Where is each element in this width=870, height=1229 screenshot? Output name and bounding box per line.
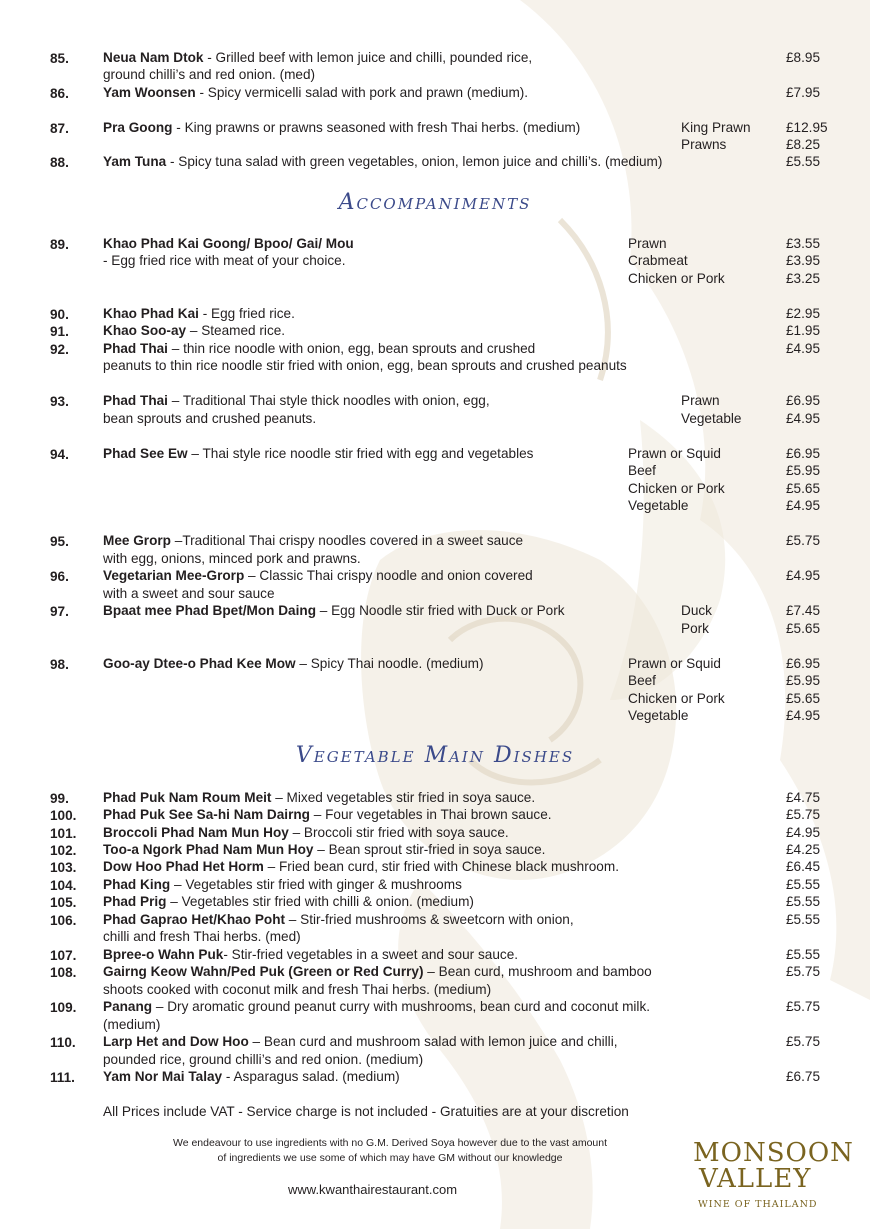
- item-name: Phad Prig: [103, 894, 167, 909]
- item-description-cont: chilli and fresh Thai herbs. (med): [103, 929, 301, 944]
- item-price: £6.45: [786, 859, 821, 874]
- item-description: - Egg fried rice with meat of your choice.: [103, 253, 346, 268]
- menu-item-105: [103, 893, 474, 910]
- menu-item-95: [103, 532, 523, 549]
- item-number: 93.: [50, 394, 69, 409]
- item-description: –Traditional Thai crispy noodles covered in a sweet sauce: [170, 533, 524, 548]
- item-number: 109.: [50, 1000, 77, 1015]
- item-number: 107.: [50, 948, 77, 963]
- menu-item-96: [103, 567, 533, 584]
- item-price: £12.95: [786, 120, 828, 135]
- item-description-cont: (medium): [103, 1017, 161, 1032]
- item-price: £7.45: [786, 603, 821, 618]
- item-number: 100.: [50, 808, 77, 823]
- item-price: £5.75: [786, 1034, 821, 1049]
- item-name: Gairng Keow Wahn/Ped Puk (Green or Red Curry): [103, 964, 424, 979]
- item-description-cont: with a sweet and sour sauce: [103, 586, 275, 601]
- item-description: – Steamed rice.: [186, 323, 286, 338]
- item-description: – Classic Thai crispy noodle and onion covered: [244, 568, 533, 583]
- section-heading-vegetable: Vegetable Main Dishes: [295, 743, 575, 768]
- item-name: Phad Gaprao Het/Khao Poht: [103, 912, 286, 927]
- menu-item-111: [103, 1068, 400, 1085]
- item-price: £5.65: [786, 481, 821, 496]
- item-name: Vegetarian Mee-Grorp: [103, 568, 245, 583]
- item-price: £5.75: [786, 999, 821, 1014]
- logo-line-1: MONSOON: [693, 1138, 854, 1168]
- item-number: 99.: [50, 791, 69, 806]
- item-price: £6.95: [786, 446, 821, 461]
- item-description-cont: pounded rice, ground chilli’s and red onion. (medium): [103, 1052, 424, 1067]
- item-price: £5.75: [786, 964, 821, 979]
- gm-note-line-2: of ingredients we use some of which may have GM without our knowledge: [217, 1152, 563, 1164]
- item-price: £3.25: [786, 271, 821, 286]
- item-name: Phad Thai: [103, 393, 168, 408]
- item-price: £4.75: [786, 790, 821, 805]
- item-number: 108.: [50, 965, 77, 980]
- item-name: Phad Puk Nam Roum Meit: [103, 790, 272, 805]
- menu-item-106: [103, 911, 574, 928]
- item-description: – Bean curd, mushroom and bamboo: [423, 964, 652, 979]
- menu-item-87: [103, 119, 580, 136]
- item-description: - Grilled beef with lemon juice and chilli, pounded rice,: [203, 50, 533, 65]
- item-name: Yam Tuna: [103, 154, 167, 169]
- item-description: – Bean curd and mushroom salad with lemon juice and chilli,: [248, 1034, 618, 1049]
- item-number: 87.: [50, 121, 69, 136]
- item-option: Vegetable: [681, 411, 742, 426]
- item-option: Chicken or Pork: [628, 481, 725, 496]
- item-number: 105.: [50, 895, 77, 910]
- item-price: £5.75: [786, 533, 821, 548]
- item-name: Panang: [103, 999, 153, 1014]
- item-price: £5.65: [786, 691, 821, 706]
- item-description: - Egg fried rice.: [198, 306, 295, 321]
- item-number: 98.: [50, 657, 69, 672]
- item-price: £6.95: [786, 393, 821, 408]
- item-number: 101.: [50, 826, 77, 841]
- item-option: Prawns: [681, 137, 727, 152]
- item-number: 88.: [50, 155, 69, 170]
- item-description: - Stir-fried vegetables in a sweet and sour sauce.: [223, 947, 519, 962]
- item-description-cont: shoots cooked with coconut milk and fresh Thai herbs. (medium): [103, 982, 492, 997]
- item-price: £8.95: [786, 50, 821, 65]
- item-description: – Vegetables stir fried with chilli & onion. (medium): [166, 894, 474, 909]
- item-price: £5.55: [786, 154, 821, 169]
- item-name: Phad Puk See Sa-hi Nam Dairng: [103, 807, 310, 822]
- item-option: Prawn or Squid: [628, 656, 721, 671]
- menu-item-100: [103, 806, 552, 823]
- section-heading-accompaniments: Accompaniments: [338, 190, 532, 215]
- item-description: – Mixed vegetables stir fried in soya sauce.: [271, 790, 536, 805]
- item-description: - Spicy tuna salad with green vegetables, onion, lemon juice and chilli’s. (medium): [166, 154, 663, 169]
- item-description: – Broccoli stir fried with soya sauce.: [288, 825, 509, 840]
- item-option: Vegetable: [628, 498, 689, 513]
- item-number: 110.: [50, 1035, 76, 1050]
- item-name: Yam Woonsen: [103, 85, 196, 100]
- item-description: – Dry aromatic ground peanut curry with mushrooms, bean curd and coconut milk.: [152, 999, 651, 1014]
- item-price: £4.95: [786, 498, 821, 513]
- item-number: 104.: [50, 878, 77, 893]
- item-name: Phad King: [103, 877, 171, 892]
- item-number: 85.: [50, 51, 69, 66]
- item-price: £7.95: [786, 85, 821, 100]
- item-price: £5.55: [786, 894, 821, 909]
- menu-item-101: [103, 824, 509, 841]
- menu-item-91: [103, 322, 285, 339]
- menu-item-94: [103, 445, 533, 462]
- item-number: 111.: [50, 1070, 75, 1085]
- item-price: £5.55: [786, 877, 821, 892]
- item-number: 96.: [50, 569, 69, 584]
- menu-item-104: [103, 876, 462, 893]
- item-price: £5.55: [786, 947, 821, 962]
- item-number: 103.: [50, 860, 77, 875]
- item-price: £1.95: [786, 323, 821, 338]
- menu-item-93: [103, 392, 490, 409]
- item-name: Goo-ay Dtee-o Phad Kee Mow: [103, 656, 296, 671]
- vat-note: All Prices include VAT - Service charge is not included - Gratuities are at your discretion: [103, 1104, 629, 1119]
- logo-line-2: VALLEY: [699, 1164, 812, 1194]
- item-option: Prawn: [681, 393, 720, 408]
- item-number: 95.: [50, 534, 69, 549]
- item-description: – Spicy Thai noodle. (medium): [295, 656, 484, 671]
- item-price: £4.95: [786, 825, 821, 840]
- item-price: £6.95: [786, 656, 821, 671]
- menu-item-98: [103, 655, 484, 672]
- item-name: Broccoli Phad Nam Mun Hoy: [103, 825, 289, 840]
- menu-item-107: [103, 946, 518, 963]
- menu-item-103: [103, 858, 619, 875]
- menu-item-86: [103, 84, 528, 101]
- item-description-cont: peanuts to thin rice noodle stir fried with onion, egg, bean sprouts and crushed peanuts: [103, 358, 627, 373]
- item-price: £4.95: [786, 341, 821, 356]
- item-name: Phad Thai: [103, 341, 168, 356]
- item-name: Bpree-o Wahn Puk: [103, 947, 224, 962]
- item-description-cont: ground chilli’s and red onion. (med): [103, 67, 316, 82]
- menu-item-90: [103, 305, 295, 322]
- item-description: – Vegetables stir fried with ginger & mushrooms: [170, 877, 462, 892]
- item-option: Beef: [628, 673, 656, 688]
- logo-tagline: WINE OF THAILAND: [698, 1199, 818, 1210]
- item-option: Chicken or Pork: [628, 691, 725, 706]
- monsoon-valley-logo: [693, 1140, 854, 1192]
- item-name: Too-a Ngork Phad Nam Mun Hoy: [103, 842, 314, 857]
- item-option: King Prawn: [681, 120, 751, 135]
- item-option: Prawn: [628, 236, 667, 251]
- item-option: Duck: [681, 603, 712, 618]
- gm-note-line-1: We endeavour to use ingredients with no G.M. Derived Soya however due to the vast amount: [172, 1137, 608, 1149]
- item-name: Dow Hoo Phad Het Horm: [103, 859, 264, 874]
- item-number: 89.: [50, 237, 69, 252]
- item-price: £3.95: [786, 253, 821, 268]
- item-price: £6.75: [786, 1069, 821, 1084]
- item-price: £4.25: [786, 842, 821, 857]
- item-price: £5.55: [786, 912, 821, 927]
- item-option: Chicken or Pork: [628, 271, 725, 286]
- item-description: – thin rice noodle with onion, egg, bean sprouts and crushed: [167, 341, 536, 356]
- item-option: Beef: [628, 463, 656, 478]
- item-number: 92.: [50, 342, 69, 357]
- item-name: Phad See Ew: [103, 446, 188, 461]
- item-price: £5.95: [786, 463, 821, 478]
- menu-item-109: [103, 998, 650, 1015]
- item-price: £5.65: [786, 621, 821, 636]
- item-option: Prawn or Squid: [628, 446, 721, 461]
- item-description: – Traditional Thai style thick noodles with onion, egg,: [167, 393, 490, 408]
- item-description: - Spicy vermicelli salad with pork and prawn (medium).: [195, 85, 529, 100]
- item-option: Vegetable: [628, 708, 689, 723]
- item-price: £4.95: [786, 568, 821, 583]
- item-description: – Four vegetables in Thai brown sauce.: [310, 807, 552, 822]
- item-price: £8.25: [786, 137, 821, 152]
- item-description: – Stir-fried mushrooms & sweetcorn with onion,: [285, 912, 574, 927]
- item-description: – Thai style rice noodle stir fried with egg and vegetables: [187, 446, 534, 461]
- item-description-cont: bean sprouts and crushed peanuts.: [103, 411, 317, 426]
- item-price: £4.95: [786, 708, 821, 723]
- menu-item-85: [103, 49, 532, 66]
- menu-item-102: [103, 841, 545, 858]
- item-name: Yam Nor Mai Talay: [103, 1069, 223, 1084]
- menu-item-89: [103, 235, 354, 252]
- item-name: Mee Grorp: [103, 533, 171, 548]
- menu-item-92: [103, 340, 535, 357]
- item-number: 97.: [50, 604, 69, 619]
- item-name: Khao Phad Kai Goong/ Bpoo/ Gai/ Mou: [103, 236, 354, 251]
- item-description: – Egg Noodle stir fried with Duck or Pork: [316, 603, 565, 618]
- item-price: £5.95: [786, 673, 821, 688]
- item-description: - Asparagus salad. (medium): [222, 1069, 400, 1084]
- menu-item-108: [103, 963, 652, 980]
- item-price: £2.95: [786, 306, 821, 321]
- item-name: Khao Phad Kai: [103, 306, 199, 321]
- item-option: Pork: [681, 621, 709, 636]
- item-number: 94.: [50, 447, 69, 462]
- item-number: 102.: [50, 843, 77, 858]
- item-number: 106.: [50, 913, 77, 928]
- menu-item-110: [103, 1033, 618, 1050]
- item-description: – Fried bean curd, stir fried with Chinese black mushroom.: [263, 859, 619, 874]
- item-name: Larp Het and Dow Hoo: [103, 1034, 249, 1049]
- item-description-cont: with egg, onions, minced pork and prawns.: [103, 551, 361, 566]
- item-option: Crabmeat: [628, 253, 688, 268]
- item-price: £5.75: [786, 807, 821, 822]
- menu-item-97: [103, 602, 565, 619]
- item-description: - King prawns or prawns seasoned with fresh Thai herbs. (medium): [172, 120, 581, 135]
- item-description: – Bean sprout stir-fried in soya sauce.: [313, 842, 546, 857]
- item-name: Neua Nam Dtok: [103, 50, 204, 65]
- item-number: 90.: [50, 307, 69, 322]
- website-link[interactable]: www.kwanthairestaurant.com: [288, 1182, 458, 1197]
- item-number: 91.: [50, 324, 69, 339]
- menu-item-99: [103, 789, 535, 806]
- item-price: £3.55: [786, 236, 821, 251]
- item-name: Bpaat mee Phad Bpet/Mon Daing: [103, 603, 316, 618]
- item-number: 86.: [50, 86, 69, 101]
- item-name: Pra Goong: [103, 120, 173, 135]
- item-name: Khao Soo-ay: [103, 323, 187, 338]
- item-price: £4.95: [786, 411, 821, 426]
- menu-item-88: [103, 153, 662, 170]
